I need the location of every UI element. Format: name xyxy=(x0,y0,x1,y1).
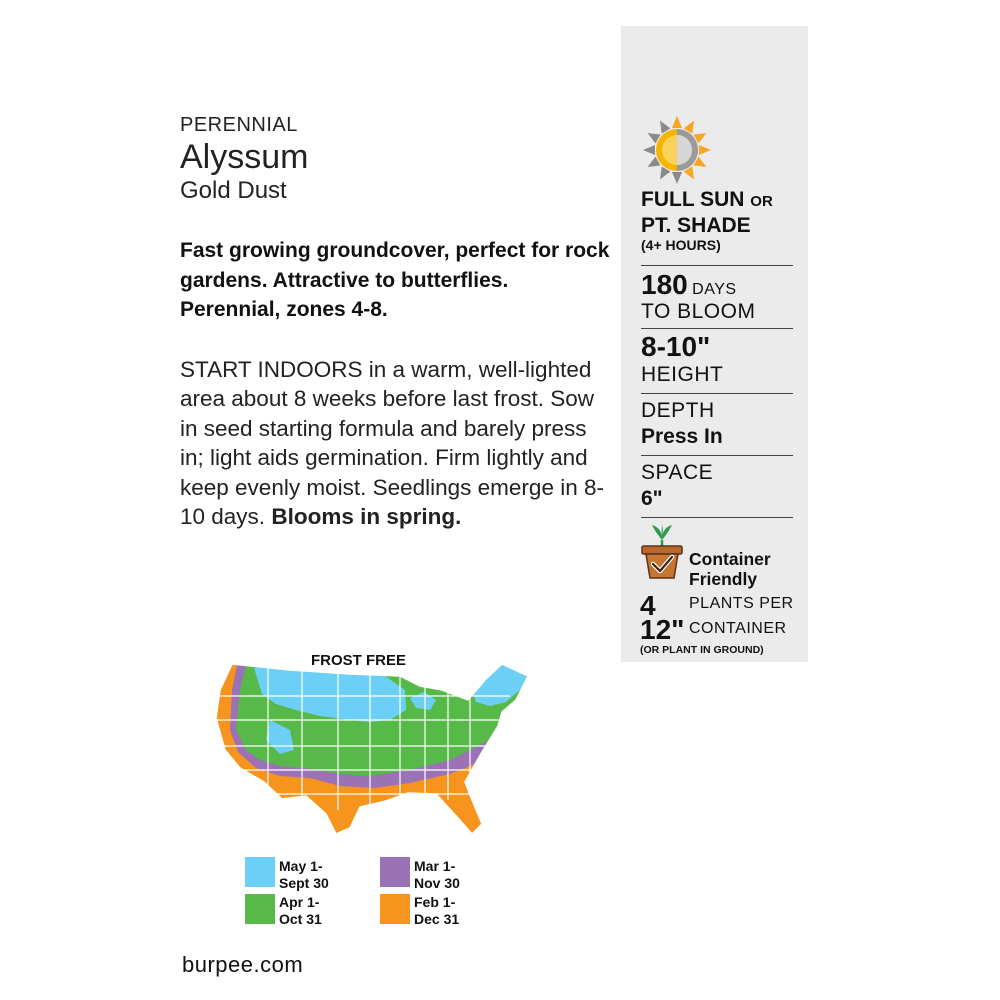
divider xyxy=(641,455,793,456)
legend-label-may-sept: May 1- Sept 30 xyxy=(279,858,329,891)
growing-info-panel xyxy=(621,26,808,662)
legend-label-feb-dec: Feb 1- Dec 31 xyxy=(414,894,460,927)
map-title: FROST FREE xyxy=(311,652,407,669)
divider xyxy=(641,517,793,518)
depth-value: Press In xyxy=(641,425,723,448)
container-friendly-label: Container Friendly xyxy=(689,549,771,589)
plants-count: 4 xyxy=(640,590,656,621)
days-to-bloom: 180 DAYS xyxy=(641,269,737,300)
sun-requirement: FULL SUN OR PT. SHADE xyxy=(641,188,773,237)
legend-label-apr-oct: Apr 1- Oct 31 xyxy=(279,894,322,927)
website-link[interactable]: burpee.com xyxy=(182,952,304,977)
plant-summary: Fast growing groundcover, perfect for rock gardens. Attractive to butterflies. Perennial, zones 4-8. xyxy=(180,239,610,321)
bloom-label: TO BLOOM xyxy=(641,300,756,323)
bloom-emphasis: Blooms in spring. xyxy=(271,504,462,529)
legend-swatch-apr-oct xyxy=(245,894,275,924)
divider xyxy=(641,393,793,394)
divider xyxy=(641,265,793,266)
instructions-text: START INDOORS in a warm, well-lighted area about 8 weeks before last frost. Sow in seed starting formula and barely press in; light aids germination. Firm lightly and keep evenly moist. Seedlings emerge in 8-10 days. xyxy=(180,356,604,529)
sun-hours-note: (4+ HOURS) xyxy=(641,237,721,253)
height-value: 8-10" xyxy=(641,331,711,362)
plant-category: PERENNIAL xyxy=(180,114,298,136)
growing-instructions xyxy=(180,355,610,532)
container-size: 12" xyxy=(640,614,685,645)
sun-partial-shade-icon xyxy=(641,114,713,186)
frost-free-map xyxy=(210,650,540,850)
legend-swatch-may-sept xyxy=(245,857,275,887)
legend-swatch-feb-dec xyxy=(380,894,410,924)
height-label: HEIGHT xyxy=(641,363,724,386)
space-value: 6" xyxy=(641,487,663,510)
legend-label-mar-nov: Mar 1- Nov 30 xyxy=(414,858,460,891)
plants-per-label: PLANTS PER xyxy=(689,595,794,612)
ground-note: (OR PLANT IN GROUND) xyxy=(640,644,764,656)
legend-swatch-mar-nov xyxy=(380,857,410,887)
container-pot-icon xyxy=(639,520,685,580)
plant-name: Alyssum xyxy=(180,138,309,176)
depth-label: DEPTH xyxy=(641,399,715,422)
plant-variety: Gold Dust xyxy=(180,177,287,204)
divider xyxy=(641,328,793,329)
product-info xyxy=(180,112,620,532)
container-label: CONTAINER xyxy=(689,620,787,637)
space-label: SPACE xyxy=(641,461,714,484)
